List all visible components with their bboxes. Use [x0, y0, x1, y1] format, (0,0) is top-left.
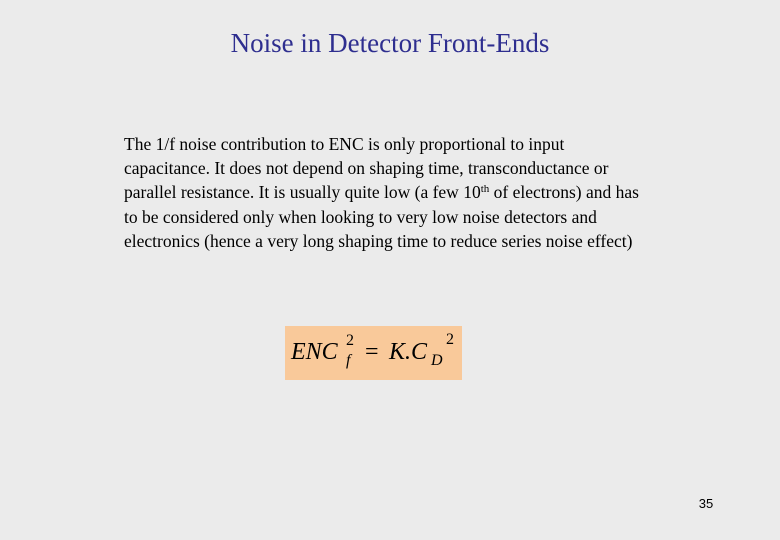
body-text-superscript: th [480, 183, 490, 196]
formula-lhs-superscript: 2 [346, 332, 354, 349]
formula-lhs: ENC [291, 339, 338, 365]
formula-rhs-subscript: D [431, 352, 443, 369]
formula-equals: = [365, 339, 379, 365]
formula-rhs: K.C [389, 339, 428, 365]
formula-lhs-subscript: f [346, 352, 351, 369]
slide-title: Noise in Detector Front-Ends [230, 28, 550, 58]
body-paragraph [124, 132, 644, 253]
body-text-part2: of electrons) and has to be considered only when looking to very low noise detectors and electronics (hence a very long shaping time to reduce series noise effect) [124, 182, 639, 251]
page-number: 35 [698, 496, 714, 511]
formula-rhs-superscript: 2 [446, 331, 454, 348]
formula-box [285, 326, 462, 380]
body-text-part1: The 1/f noise contribution to ENC is only proportional to input capacitance. It does not depend on shaping time, transconductance or parallel resistance. It is usually quite low (a few 10 [124, 134, 609, 203]
